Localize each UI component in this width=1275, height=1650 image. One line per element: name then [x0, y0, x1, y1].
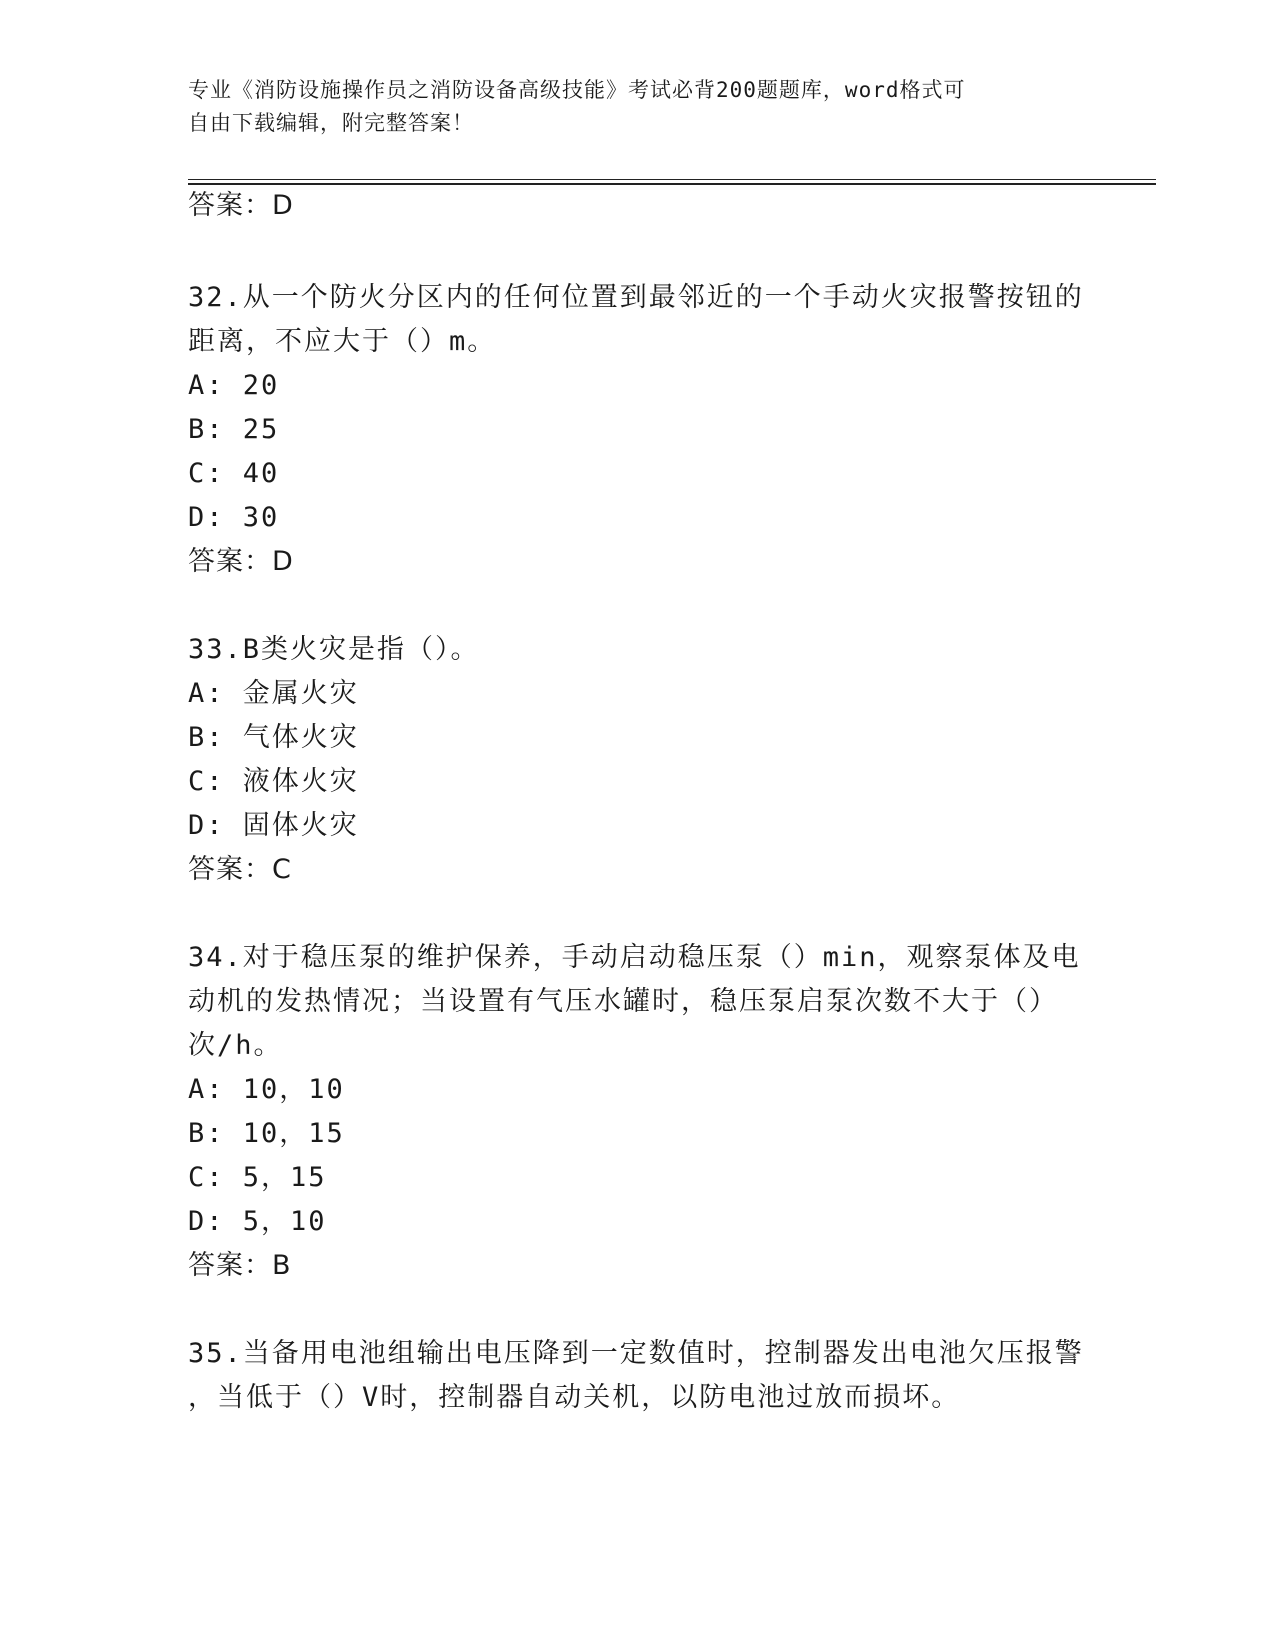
document-header — [188, 74, 1068, 140]
question-34-stem-line-2: 动机的发热情况；当设置有气压水罐时，稳压泵启泵次数不大于（） — [188, 986, 1058, 1017]
question-34-option-b: B: 10，15 — [188, 1118, 345, 1149]
header-divider-thick — [188, 183, 1156, 185]
question-32-option-c: C: 40 — [188, 458, 280, 489]
answer-34: 答案：B — [188, 1250, 292, 1281]
header-line-2: 自由下载编辑，附完整答案！ — [188, 111, 474, 135]
question-33-option-d: D: 固体火灾 — [188, 810, 359, 841]
question-32-stem-line-2: 距离，不应大于（）m。 — [188, 326, 497, 357]
question-34-stem-line-1: 34.对于稳压泵的维护保养，手动启动稳压泵（）min，观察泵体及电 — [188, 942, 1081, 973]
question-34-stem-line-3: 次/h。 — [188, 1030, 283, 1061]
question-35-stem-line-2: ，当低于（）V时，控制器自动关机，以防电池过放而损坏。 — [188, 1382, 961, 1413]
question-33-option-c: C: 液体火灾 — [188, 766, 359, 797]
question-32-option-d: D: 30 — [188, 502, 280, 533]
question-33-option-b: B: 气体火灾 — [188, 722, 359, 753]
question-32-option-b: B: 25 — [188, 414, 280, 445]
question-34-option-d: D: 5，10 — [188, 1206, 327, 1237]
question-34-option-a: A: 10，10 — [188, 1074, 345, 1105]
question-32-option-a: A: 20 — [188, 370, 280, 401]
question-33-stem-line-1: 33.B类火灾是指（）。 — [188, 634, 480, 665]
answer-33: 答案：C — [188, 854, 292, 885]
header-line-1: 专业《消防设施操作员之消防设备高级技能》考试必背200题题库，word格式可 — [188, 78, 966, 102]
question-32-stem-line-1: 32.从一个防火分区内的任何位置到最邻近的一个手动火灾报警按钮的 — [188, 282, 1084, 313]
answer-31: 答案：D — [188, 190, 294, 221]
question-33-option-a: A: 金属火灾 — [188, 678, 359, 709]
question-34-option-c: C: 5，15 — [188, 1162, 327, 1193]
answer-32: 答案：D — [188, 546, 294, 577]
header-divider-thin — [188, 179, 1156, 180]
question-35-stem-line-1: 35.当备用电池组输出电压降到一定数值时，控制器发出电池欠压报警 — [188, 1338, 1084, 1369]
